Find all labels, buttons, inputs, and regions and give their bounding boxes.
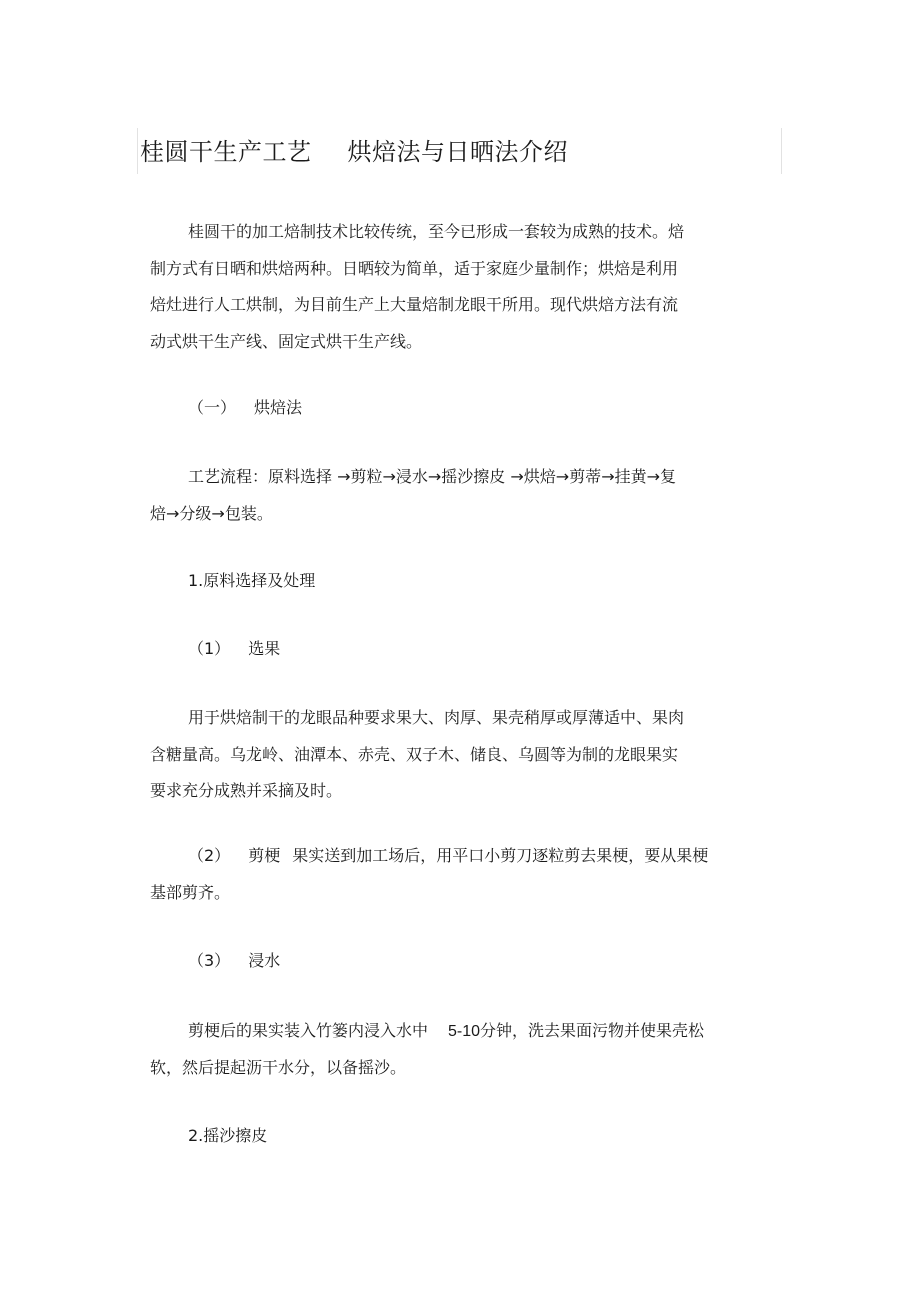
intro-line: 焙灶进行人工烘制，为目前生产上大量焙制龙眼干所用。现代烘焙方法有流 — [150, 295, 679, 314]
sub-heading-soaking — [188, 950, 280, 972]
title-part-2: 烘焙法与日晒法介绍 — [347, 138, 568, 166]
intro-line: 动式烘干生产线、固定式烘干生产线。 — [150, 331, 423, 351]
step-heading-raw-material: 1.原料选择及处理 — [188, 571, 316, 590]
soaking-paragraph — [150, 1013, 704, 1086]
document-title — [140, 134, 568, 170]
title-part-1: 桂圆干生产工艺 — [140, 138, 312, 166]
title-left-rule — [137, 128, 138, 174]
intro-paragraph — [150, 214, 684, 360]
paragraph-text: 剪梗后的果实装入竹篓内浸入水中 — [188, 1021, 429, 1040]
step-heading-sand-shaking: 2.摇沙擦皮 — [188, 1126, 268, 1145]
paragraph-line: 用于烘焙制干的龙眼品种要求果大、肉厚、果壳稍厚或厚薄适中、果肉 — [188, 708, 685, 727]
fruit-selection-paragraph — [150, 700, 684, 810]
process-flow-line: 工艺流程：原料选择 →剪粒→浸水→摇沙擦皮 →烘焙→剪蒂→挂黄→复 — [188, 467, 677, 486]
section-number: （一） — [188, 398, 237, 417]
paragraph-line: 基部剪齐。 — [150, 882, 231, 902]
section-heading-baking — [188, 397, 302, 419]
title-right-rule — [781, 128, 782, 174]
intro-line: 制方式有日晒和烘焙两种。日晒较为简单，适于家庭少量制作；烘焙是利用 — [150, 258, 679, 278]
process-flow-line: 焙→分级→包装。 — [150, 504, 273, 523]
process-flow-paragraph — [150, 458, 676, 532]
sub-number: （3） — [188, 951, 231, 970]
sub-number: （2） — [188, 846, 231, 865]
paragraph-line: 果实送到加工场后，用平口小剪刀逐粒剪去果梗，要从果梗 — [292, 846, 709, 865]
sub-label: 选果 — [248, 639, 281, 658]
soak-duration: 5-10 — [448, 1023, 481, 1040]
sub-heading-fruit-selection — [188, 638, 280, 660]
paragraph-line: 软，然后提起沥干水分，以备摇沙。 — [150, 1057, 407, 1077]
paragraph-line: 要求充分成熟并采摘及时。 — [150, 781, 343, 800]
stem-cutting-paragraph — [150, 838, 708, 911]
paragraph-line: 含糖量高。乌龙岭、油潭本、赤壳、双子木、储良、乌圆等为制的龙眼果实 — [150, 744, 679, 764]
sub-label: 浸水 — [248, 951, 281, 970]
intro-line: 桂圆干的加工焙制技术比较传统，至今已形成一套较为成熟的技术。焙 — [188, 222, 685, 241]
sub-label: 剪梗 — [248, 846, 281, 865]
sub-number: （1） — [188, 639, 231, 658]
section-label: 烘焙法 — [254, 398, 303, 417]
paragraph-text: 分钟，洗去果面污物并使果壳松 — [480, 1021, 705, 1040]
